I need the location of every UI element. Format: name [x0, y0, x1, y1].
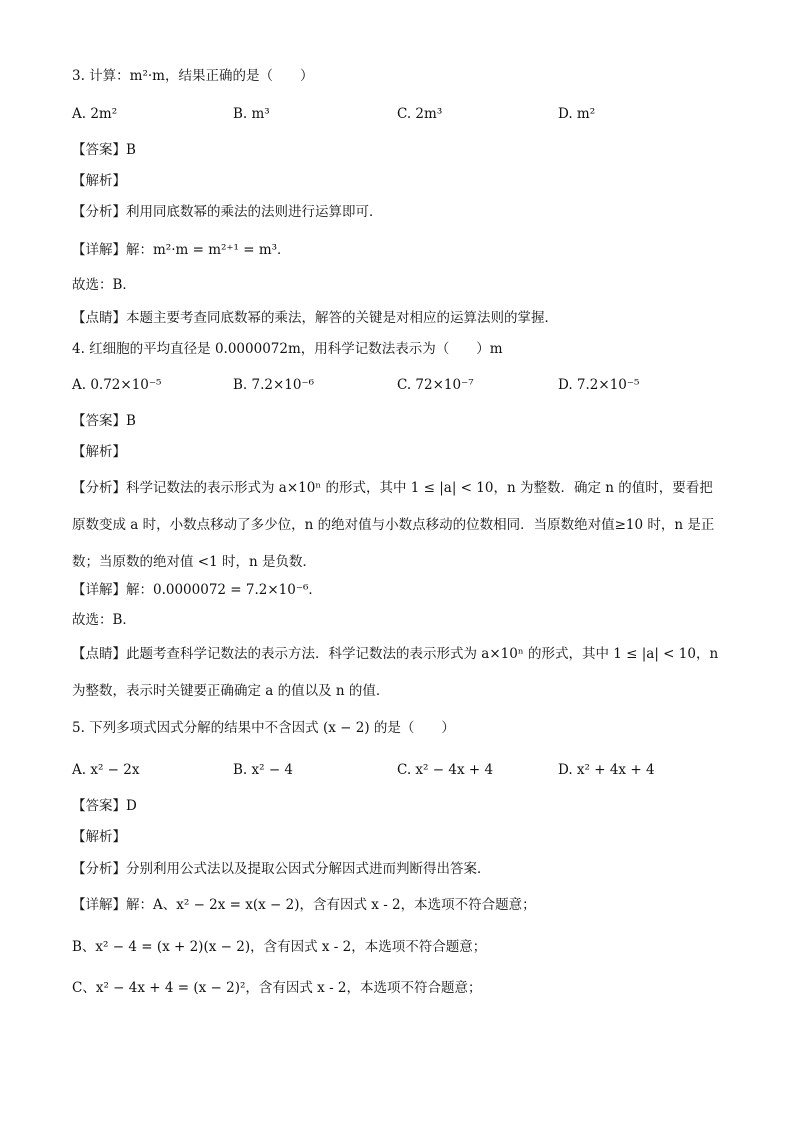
q5-fenxi: 【分析】分别利用公式法以及提取公因式分解因式进而判断得出答案．	[72, 861, 491, 877]
q4-answer: 【答案】B	[72, 413, 136, 429]
q5-line-b: B、x² − 4 = (x + 2)(x − 2)，含有因式 x - 2，本选项不符合题意；	[72, 939, 487, 955]
q3-option-a: A. 2m²	[72, 106, 118, 122]
q4-option-d: D. 7.2×10⁻⁵	[558, 377, 640, 393]
q3-stem: 3. 计算：m²·m，结果正确的是（ ）	[72, 68, 314, 84]
q4-conclusion: 故选：B．	[72, 612, 136, 628]
q5-xiangjie-a: 【详解】解：A、x² − 2x = x(x − 2)，含有因式 x - 2，本选项不符合题意；	[72, 897, 536, 913]
q4-xiangjie: 【详解】解：0.0000072 = 7.2×10⁻⁶．	[72, 582, 322, 598]
q5-option-b: B. x² − 4	[233, 762, 294, 778]
q5-option-c: C. x² − 4x + 4	[397, 762, 494, 778]
q4-stem: 4. 红细胞的平均直径是 0.0000072m，用科学记数法表示为（ ）m	[72, 341, 503, 357]
q3-conclusion: 故选：B．	[72, 277, 136, 293]
q5-line-c: C、x² − 4x + 4 = (x − 2)²，含有因式 x - 2，本选项不符合题意；	[72, 980, 482, 996]
q5-option-a: A. x² − 2x	[72, 762, 140, 778]
q3-option-d: D. m²	[558, 106, 596, 122]
q4-options	[72, 375, 732, 395]
q4-dianjing: 【点睛】此题考查科学记数法的表示方法．科学记数法的表示形式为 a×10ⁿ 的形式，其中 1 ≤ |a| < 10，n 为整数，表示时关键要正确确定 a 的值以及 n 的值．	[72, 646, 719, 699]
q3-dianjing: 【点睛】本题主要考查同底数幂的乘法，解答的关键是对相应的运算法则的掌握．	[72, 310, 558, 326]
q4-analysis-heading: 【解析】	[72, 444, 126, 460]
q5-stem: 5. 下列多项式因式分解的结果中不含因式 (x − 2) 的是（ ）	[72, 720, 455, 736]
q4-option-b: B. 7.2×10⁻⁶	[233, 377, 314, 393]
q3-answer: 【答案】B	[72, 142, 136, 158]
q3-xiangjie: 【详解】解：m²·m = m²⁺¹ = m³．	[72, 242, 291, 258]
q3-analysis-heading: 【解析】	[72, 173, 126, 189]
q3-fenxi: 【分析】利用同底数幂的乘法的法则进行运算即可．	[72, 204, 383, 220]
q5-analysis-heading: 【解析】	[72, 829, 126, 845]
q3-option-b: B. m³	[233, 106, 270, 122]
q3-option-c: C. 2m³	[397, 106, 443, 122]
q5-option-d: D. x² + 4x + 4	[558, 762, 655, 778]
q3-options	[72, 104, 732, 124]
q5-options	[72, 760, 732, 780]
q4-option-a: A. 0.72×10⁻⁵	[72, 377, 162, 393]
q4-fenxi: 【分析】科学记数法的表示形式为 a×10ⁿ 的形式，其中 1 ≤ |a| < 10，n 为整数．确定 n 的值时，要看把原数变成 a 时，小数点移动了多少位，n 的绝对值与小数点移动的位数相同．当原数绝对值≥10 时，n 是正数；当原数的绝对值 <1 时，n 是负数．	[72, 480, 715, 570]
q4-option-c: C. 72×10⁻⁷	[397, 377, 474, 393]
q5-answer: 【答案】D	[72, 798, 137, 814]
